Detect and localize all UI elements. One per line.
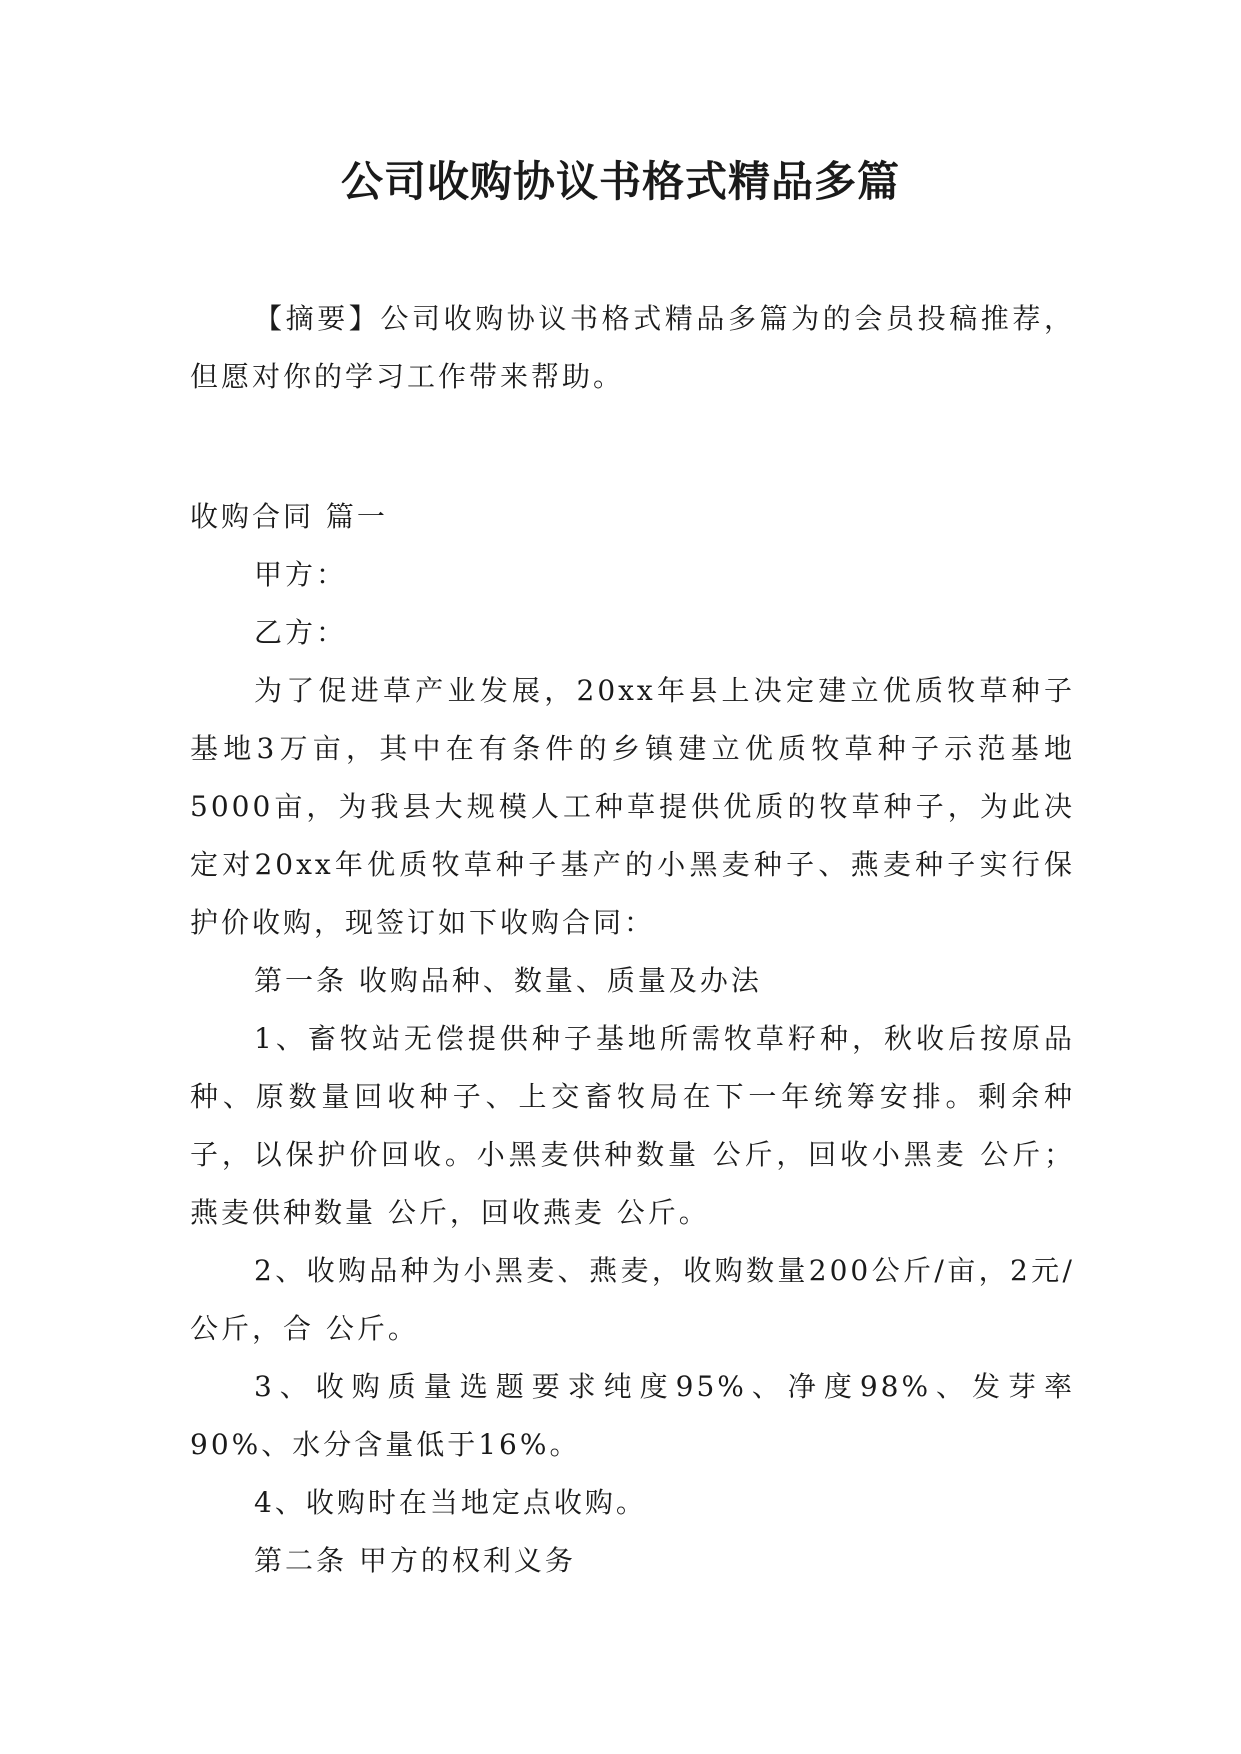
intro-paragraph: 为了促进草产业发展，20xx年县上决定建立优质牧草种子基地3万亩，其中在有条件的乡镇建立优质牧草种子示范基地5000亩，为我县大规模人工种草提供优质的牧草种子，为此决定对20xx年优质牧草种子基产的小黑麦种子、燕麦种子实行保护价收购，现签订如下收购合同： (190, 674, 1075, 939)
section-heading: 收购合同 篇一 (190, 500, 388, 533)
party-b-line: 乙方： (254, 616, 348, 649)
article-1-item-1: 1、畜牧站无偿提供种子基地所需牧草籽种，秋收后按原品种、原数量回收种子、上交畜牧局在下一年统筹安排。剩余种子，以保护价回收。小黑麦供种数量 公斤，回收小黑麦 公斤；燕麦供种数量 公斤，回收燕麦 公斤。 (190, 1022, 1075, 1229)
article-1-item-2: 2、收购品种为小黑麦、燕麦，收购数量200公斤/亩，2元/公斤，合 公斤。 (190, 1254, 1075, 1345)
party-a-line: 甲方： (254, 558, 348, 591)
article-2-heading: 第二条 甲方的权利义务 (254, 1544, 576, 1577)
article-1-item-3: 3、收购质量选题要求纯度95%、净度98%、发芽率90%、水分含量低于16%。 (190, 1370, 1075, 1461)
document-title: 公司收购协议书格式精品多篇 (340, 157, 900, 206)
article-1-heading: 第一条 收购品种、数量、质量及办法 (254, 964, 762, 997)
abstract-paragraph: 【摘要】公司收购协议书格式精品多篇为的会员投稿推荐，但愿对你的学习工作带来帮助。 (190, 302, 1075, 393)
article-1-item-4: 4、收购时在当地定点收购。 (254, 1486, 647, 1519)
spacer (190, 406, 1075, 488)
document-body (190, 290, 1075, 1590)
